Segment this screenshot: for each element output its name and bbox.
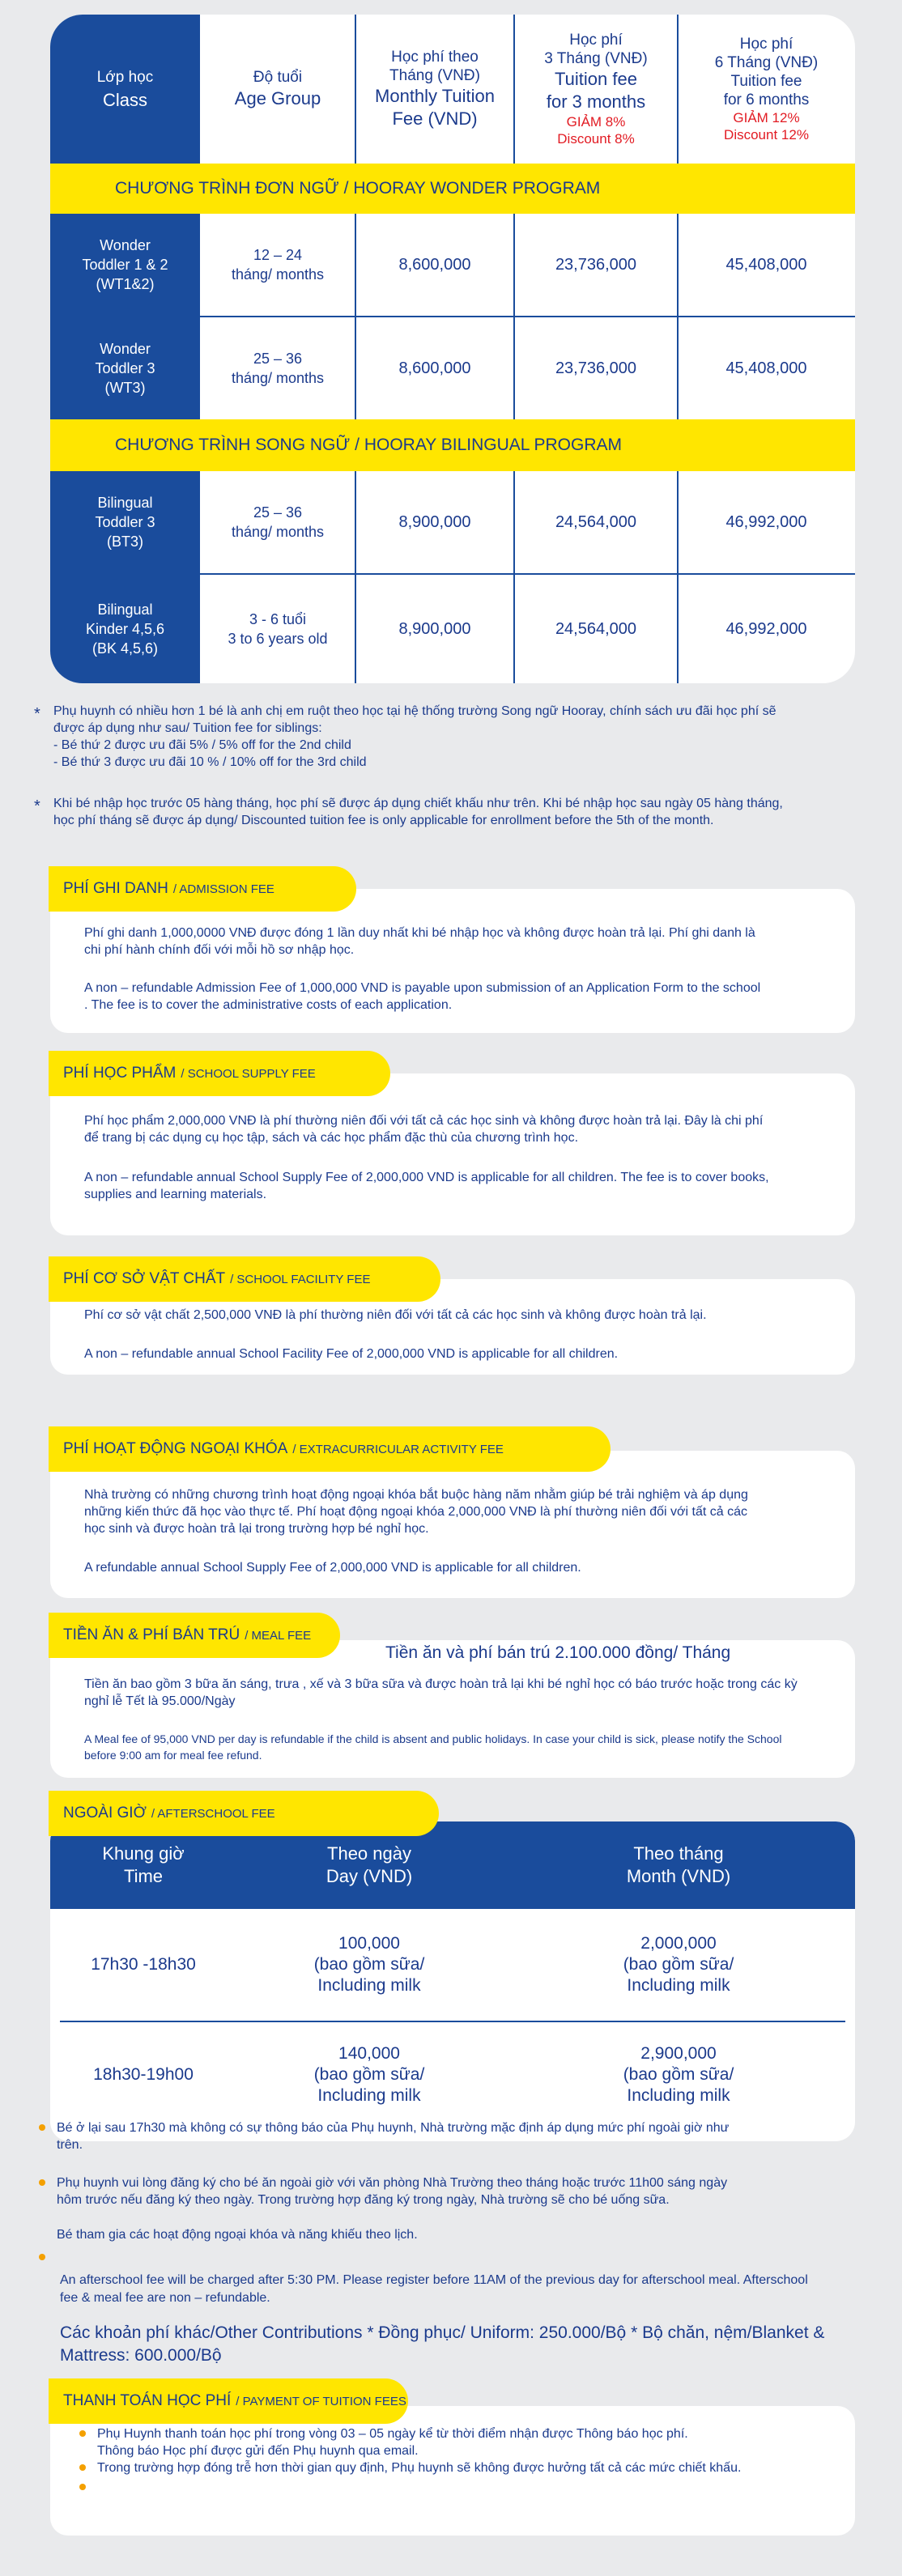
divider: [677, 214, 679, 316]
divider: [677, 317, 679, 419]
header-3months: Học phí 3 Tháng (VNĐ) Tuition fee for 3 months GIẢM 8% Discount 8%: [544, 32, 648, 147]
divider: [677, 15, 679, 164]
age-cell: 12 – 24 tháng/ months: [231, 247, 325, 283]
monthly-fee-cell: 8,900,000: [398, 619, 471, 638]
extracurricular-fee-card: Nhà trường có những chương trình hoạt động ngoại khóa bắt buộc hàng năm nhằm giúp bé trải nghiệm và áp dụng những kiến thức đã học vào thực tế. Phí hoạt động ngoại khóa 2,000,000 VNĐ là phí thường niên đối với tất cả các học sinh và được hoàn trả lại trong trường hợp bé nghỉ học. A refundable annual School Supply Fee of 2,000,000 VND is applicable for all children.: [50, 1451, 855, 1598]
three-month-fee-cell: 23,736,000: [555, 255, 637, 274]
three-month-fee-cell: 24,564,000: [555, 512, 637, 531]
school-facility-fee-tab: PHÍ CƠ SỞ VẬT CHẤT / SCHOOL FACILITY FEE: [49, 1256, 440, 1302]
age-cell: 25 – 36 tháng/ months: [231, 351, 325, 386]
school-supply-fee-card: Phí học phẩm 2,000,000 VNĐ là phí thường niên đối với tất cả các học sinh và không được hoàn trả lại. Đây là chi phí để trang bị các dụng cụ học tập, sách và các học phẩm đặc thù của chương trình học. A non – refundable annual School Supply Fee of 2,000,000 VND is applicable for all children. The fee is to cover books, supplies and learning materials.: [50, 1073, 855, 1235]
bullet-icon: [79, 2484, 86, 2490]
table-row: [50, 214, 855, 316]
tuition-table-header: [50, 15, 855, 164]
divider: [513, 471, 515, 573]
payment-note: Phụ Huynh thanh toán học phí trong vòng 03 – 05 ngày kể từ thời điểm nhận được Thông báo học phí. Thông báo Học phí được gửi đến Phụ huynh qua email.: [97, 2425, 826, 2459]
header-class: Lớp học Class: [50, 15, 200, 164]
divider: [513, 317, 515, 419]
six-month-fee-cell: 46,992,000: [725, 619, 807, 638]
afterschool-fee-tab: NGOÀI GIỜ / AFTERSCHOOL FEE: [49, 1791, 439, 1836]
divider: [513, 214, 515, 316]
admission-fee-tab: PHÍ GHI DANH / ADMISSION FEE: [49, 866, 356, 912]
afterschool-english-note: An afterschool fee will be charged after 5:30 PM. Please register before 11AM of the previous day for afterschool meal. Afterschool fee & meal fee are non – refundable.: [60, 2273, 808, 2305]
meal-fee-tab: TIỀN ĂN & PHÍ BÁN TRÚ / MEAL FEE: [49, 1613, 340, 1658]
class-cell: Bilingual Toddler 3 (BT3): [50, 471, 200, 573]
afterschool-fee-table: [50, 1821, 855, 2141]
divider: [355, 317, 356, 419]
six-month-fee-cell: 45,408,000: [725, 359, 807, 377]
extracurricular-fee-tab: PHÍ HOẠT ĐỘNG NGOẠI KHÓA / EXTRACURRICULAR ACTIVITY FEE: [49, 1426, 611, 1472]
header-6months: Học phí 6 Tháng (VNĐ) Tuition fee for 6 months GIẢM 12% Discount 12%: [714, 36, 819, 142]
sibling-discount-note: * Phụ huynh có nhiều hơn 1 bé là anh chị em ruột theo học tại hệ thống trường Song ngữ Hooray, chính sách ưu đãi học phí sẽ được áp dụng như sau/ Tuition fee for siblings: - Bé thứ 2 được ưu đãi 5% / 5% off for the 2nd child - Bé thứ 3 được ưu đãi 10 % / 10% off for the 3rd child: [34, 704, 776, 769]
bullet-icon: [79, 2464, 86, 2471]
payment-card: [50, 2406, 855, 2536]
payment-note: [97, 2484, 826, 2492]
bullet-icon: [79, 2430, 86, 2437]
payment-note: Trong trường hợp đóng trễ hơn thời gian quy định, Phụ huynh sẽ không được hưởng tất cả các mức chiết khấu.: [97, 2459, 826, 2476]
divider: [513, 575, 515, 683]
table-row-time: 17h30 -18h30: [91, 1955, 196, 1974]
afterschool-note: Phụ huynh vui lòng đăng ký cho bé ăn ngoài giờ với văn phòng Nhà Trường theo tháng hoặc trước 11h00 sáng ngày hôm trước nếu đăng ký theo ngày. Trong trường hợp đăng ký trong ngày, Nhà trường sẽ cho bé uống sữa.: [57, 2174, 858, 2208]
program-band-wonder: CHƯƠNG TRÌNH ĐƠN NGỮ / HOORAY WONDER PROGRAM: [50, 164, 855, 214]
meal-fee-card: Tiền ăn và phí bán trú 2.100.000 đồng/ Tháng Tiền ăn bao gồm 3 bữa ăn sáng, trưa , xế và 3 bữa sữa và được hoàn trả lại khi bé nghỉ học có báo trước hoặc trong các kỳ nghỉ lễ Tết là 95.000/Ngày A Meal fee of 95,000 VND per day is refundable if the child is absent and public holidays. In case your child is sick, please notify the School before 9:00 am for meal fee refund.: [50, 1640, 855, 1778]
header-age: Độ tuổi Age Group: [234, 69, 321, 108]
payment-tab: THANH TOÁN HỌC PHÍ / PAYMENT OF TUITION FEES: [49, 2378, 408, 2424]
divider: [677, 575, 679, 683]
monthly-fee-cell: 8,600,000: [398, 255, 471, 274]
bullet-icon: [39, 2254, 45, 2260]
table-row: [50, 471, 855, 573]
school-supply-fee-tab: PHÍ HỌC PHẨM / SCHOOL SUPPLY FEE: [49, 1051, 390, 1096]
afterschool-note: Bé ở lại sau 17h30 mà không có sự thông báo của Phụ huynh, Nhà trường mặc định áp dụng mức phí ngoài giờ như trên.: [57, 2119, 858, 2153]
divider: [355, 575, 356, 683]
table-row-day: 100,000 (bao gồm sữa/ Including milk: [313, 1934, 425, 1995]
enrollment-note: * Khi bé nhập học trước 05 hàng tháng, học phí sẽ được áp dụng chiết khấu như trên. Khi bé nhập học sau ngày 05 hàng tháng, học phí tháng sẽ được áp dụng/ Discounted tuition fee is only applicable for enrollment before the 5th of the month.: [34, 797, 783, 827]
divider: [355, 214, 356, 316]
table-row-month: 2,000,000 (bao gồm sữa/ Including milk: [623, 1934, 734, 1995]
age-cell: 3 - 6 tuổi 3 to 6 years old: [228, 611, 328, 647]
six-month-fee-cell: 46,992,000: [725, 512, 807, 531]
asterisk-icon: *: [34, 797, 40, 815]
class-cell: Wonder Toddler 1 & 2 (WT1&2): [50, 214, 200, 316]
header-monthly: Học phí theo Tháng (VNĐ) Monthly Tuition Fee (VND): [375, 49, 495, 129]
table-row-day: 140,000 (bao gồm sữa/ Including milk: [313, 2044, 425, 2105]
asterisk-icon: *: [34, 705, 40, 723]
monthly-fee-cell: 8,900,000: [398, 512, 471, 531]
three-month-fee-cell: 23,736,000: [555, 359, 637, 377]
divider: [513, 15, 515, 164]
bullet-icon: [39, 2179, 45, 2186]
program-band-bilingual: CHƯƠNG TRÌNH SONG NGỮ / HOORAY BILINGUAL PROGRAM: [50, 419, 855, 471]
divider: [355, 471, 356, 573]
admission-fee-card: Phí ghi danh 1,000,0000 VNĐ được đóng 1 lần duy nhất khi bé nhập học và không được hoàn trả lại. Phí ghi danh là chi phí hành chính đối với mỗi hồ sơ nhập học. A non – refundable Admission Fee of 1,000,000 VND is payable upon submission of an Application Form to the school . The fee is to cover the administrative costs of each application.: [50, 889, 855, 1033]
afterschool-table-header: Khung giờ Time Theo ngày Day (VND) Theo tháng Month (VND): [50, 1821, 855, 1909]
table-row: [50, 317, 855, 419]
three-month-fee-cell: 24,564,000: [555, 619, 637, 638]
afterschool-note: [57, 2254, 858, 2262]
bullet-icon: [39, 2124, 45, 2131]
table-row-month: 2,900,000 (bao gồm sữa/ Including milk: [623, 2044, 734, 2105]
class-cell: Wonder Toddler 3 (WT3): [50, 317, 200, 419]
divider: [355, 15, 356, 164]
divider: [677, 471, 679, 573]
meal-fee-headline: Tiền ăn và phí bán trú 2.100.000 đồng/ Tháng: [385, 1643, 731, 1662]
other-contributions: Các khoản phí khác/Other Contributions * Đồng phục/ Uniform: 250.000/Bộ * Bộ chăn, nệm/Blanket & Mattress: 600.000/Bộ: [60, 2323, 825, 2365]
afterschool-note: Bé tham gia các hoạt động ngoại khóa và năng khiếu theo lịch.: [57, 2228, 418, 2242]
monthly-fee-cell: 8,600,000: [398, 359, 471, 377]
tuition-table: [50, 15, 855, 683]
school-facility-fee-card: Phí cơ sở vật chất 2,500,000 VNĐ là phí thường niên đối với tất cả các học sinh và không được hoàn trả lại. A non – refundable annual School Facility Fee of 2,000,000 VND is applicable for all children.: [50, 1279, 855, 1375]
table-row-time: 18h30-19h00: [93, 2065, 194, 2084]
six-month-fee-cell: 45,408,000: [725, 255, 807, 274]
table-row: [50, 575, 855, 683]
class-cell: Bilingual Kinder 4,5,6 (BK 4,5,6): [50, 575, 200, 683]
age-cell: 25 – 36 tháng/ months: [231, 504, 325, 540]
